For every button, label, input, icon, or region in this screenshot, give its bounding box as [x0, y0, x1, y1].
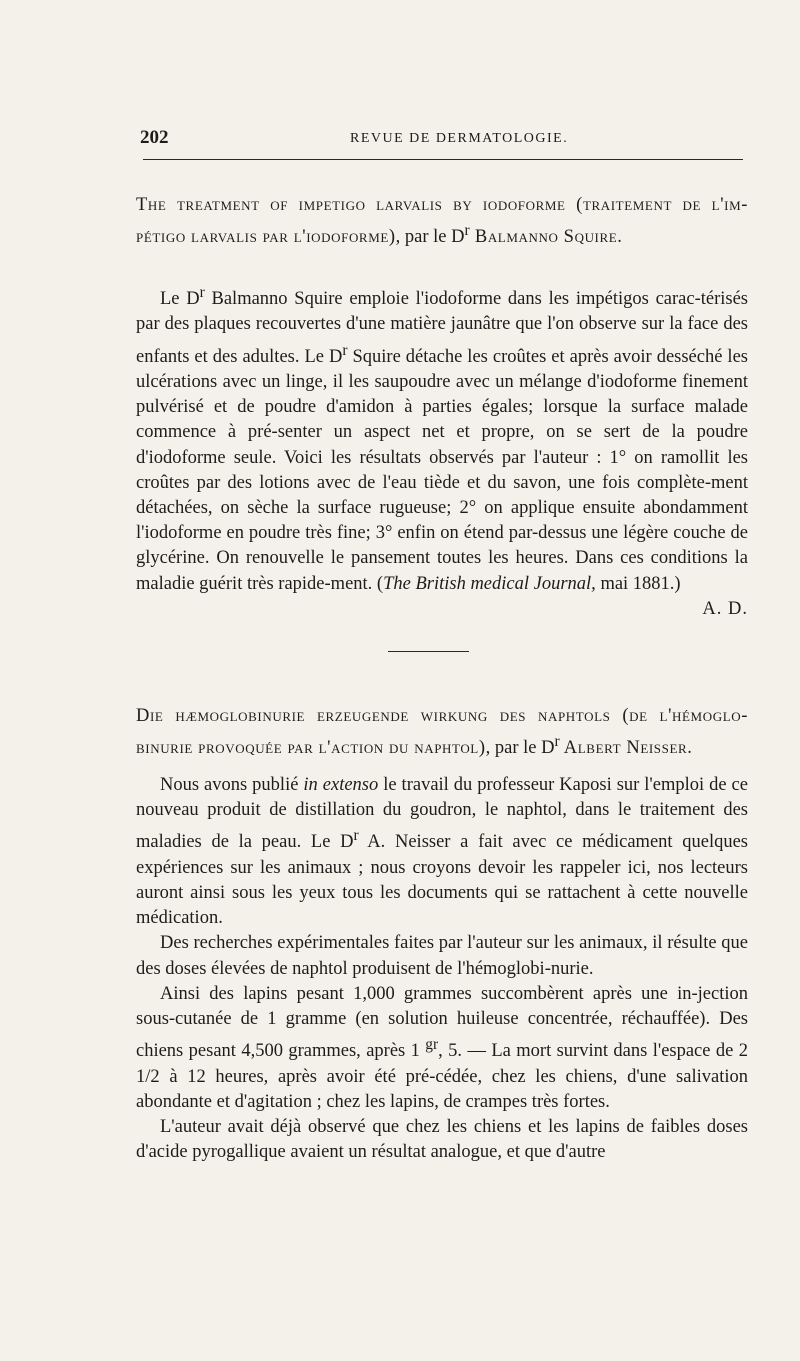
article-1-sup-2: r — [342, 341, 348, 359]
article-2-title-de: Die hæmoglobinurie erzeugende wirkung des naphtols (de l'hémoglo- — [136, 706, 748, 726]
article-2-paragraph-1 — [136, 773, 748, 931]
article-1-sup-1: r — [199, 284, 205, 301]
article-1-text-b: Balmanno Squire emploie l'iodoforme dans les impétigos carac-térisés par des plaques recouvertes d'une matière jaunâtre que l'on observe sur la face des enfants et des adultes. Le D — [136, 289, 748, 367]
article-1-title-par: , par le D — [395, 227, 465, 248]
article-1-title-fr: pétigo larvalis par l'iodoforme) — [136, 227, 396, 248]
article-2-title-fr: binurie provoquée par l'action du naphtol) — [136, 738, 486, 759]
article-2-p3-sup: gr — [425, 1036, 439, 1054]
article-2-p1-text-a: Nous avons publié — [160, 775, 304, 795]
article-2-p1-text-c: A. Neisser a fait avec ce médicament quelques expériences sur les animaux ; nous croyons devoir les rappeler ici, nos lecteurs auront ainsi sous les yeux tous les documents qui se rattachent à cette nouvelle médication. — [136, 832, 749, 929]
article-2-title-par: , par le D — [485, 738, 555, 759]
running-title: REVUE DE DERMATOLOGIE. — [350, 131, 569, 146]
article-1-title-en: The treatment of impetigo larvalis by iodoforme (traitement de l'im- — [136, 195, 748, 215]
article-1-title — [136, 193, 748, 250]
article-1-author: Balmanno Squire. — [469, 227, 623, 248]
article-2-paragraph-4: L'auteur avait déjà observé que chez les chiens et les lapins de faibles doses d'acide pyrogallique avaient un résultat analogue, et que d'autre — [136, 1116, 748, 1163]
article-2-body — [136, 773, 748, 1165]
article-2-p1-text-b: le travail du professeur Kaposi sur l'emploi de ce nouveau produit de distillation du goudron, le naphtol, dans le traitement des maladies de la peau. Le D — [136, 775, 748, 853]
article-2-author: Albert Neisser. — [559, 738, 693, 759]
article-2-p3-text-a: Ainsi des lapins pesant 1,000 grammes succombèrent après une in-jection sous-cutanée de 1 gramme (en solution huileuse concentrée, réchauffée). Des chiens pesant 4,500 grammes, après 1 — [136, 983, 748, 1062]
section-divider — [388, 651, 469, 652]
article-1-title-sup: r — [464, 222, 470, 239]
article-1-text-a: Le D — [160, 289, 200, 310]
article-1-text-d: mai 1881.) — [595, 573, 681, 594]
article-2-title — [136, 704, 748, 761]
article-1-signature: A. D. — [702, 598, 748, 619]
article-2-p1-italic: in extenso — [303, 775, 379, 795]
page-header — [140, 127, 745, 151]
article-2-paragraph-2: Des recherches expérimentales faites par l'auteur sur les animaux, il résulte que des doses élevées de naphtol produisent de l'hémoglobi-nurie. — [136, 933, 748, 979]
article-1-text-c: Squire détache les croûtes et après avoir desséché les ulcérations avec un linge, il les saupoudre avec un mélange d'iodoforme finement pulvérisé et de poudre d'amidon à parties égales; lorsque la surface malade commence à pré-senter un aspect net et propre, on se sert de la poudre d'iodoforme seule. Voici les résultats observés par l'auteur : 1° on ramollit les croûtes par des lotions avec de l'eau tiède et du savon, une fois complète-ment détachées, on sèche la surface rugueuse; 2° on applique ensuite abondamment l'iodoforme en poudre très fine; 3° enfin on étend par-dessus une légère couche de glycérine. On renouvelle le pansement toutes les heures. Dans ces conditions la maladie guérit très rapide-ment. ( — [136, 346, 748, 594]
header-rule — [143, 159, 743, 160]
article-2-p1-sup: r — [353, 827, 359, 845]
article-1-paragraph — [136, 280, 748, 619]
article-1-citation: The British medical Journal, — [383, 573, 596, 594]
page-number: 202 — [140, 127, 169, 148]
article-1-body — [136, 280, 748, 622]
article-2-paragraph-3 — [136, 982, 748, 1115]
article-2-p3-text-b: , 5. — La mort survint dans l'espace de 2 1/2 à 12 heures, après avoir été pré-cédée, chez les chiens, d'une salivation abondante et d'agitation ; chez les lapins, de crampes très fortes. — [136, 1041, 748, 1112]
article-2-title-sup: r — [554, 733, 560, 750]
